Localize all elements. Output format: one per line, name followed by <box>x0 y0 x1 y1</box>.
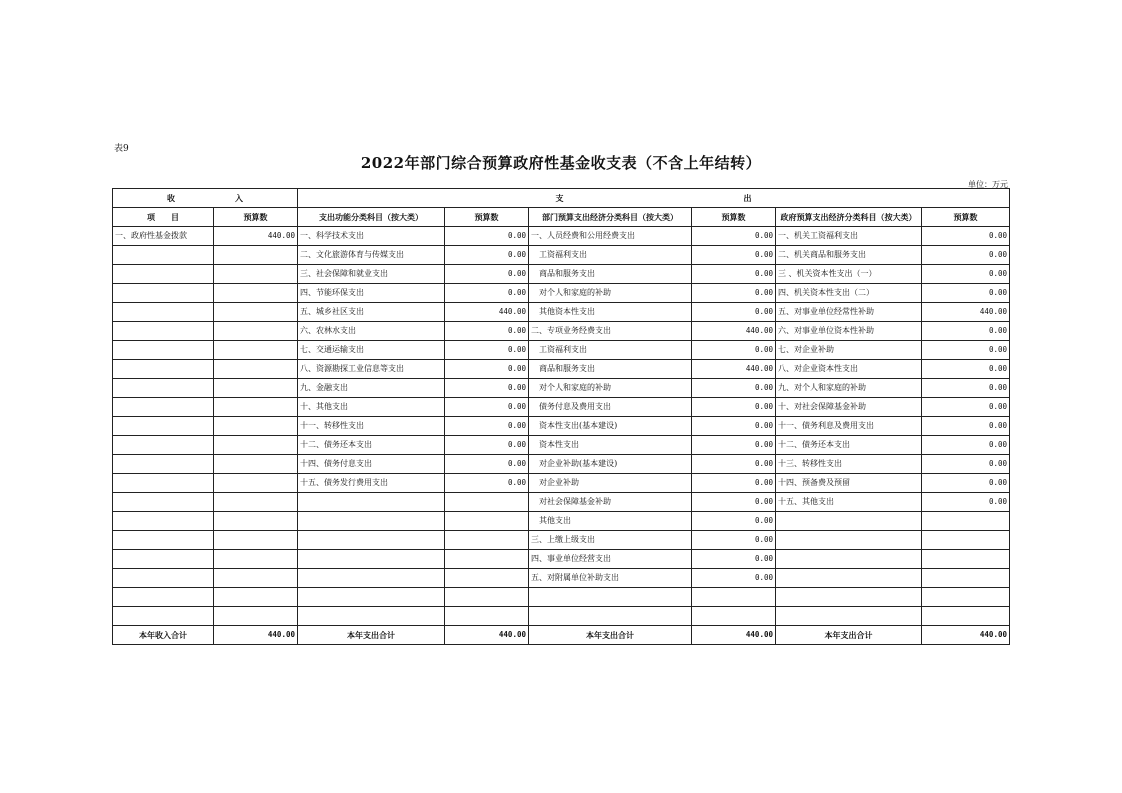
amount-cell <box>214 360 298 379</box>
column-header: 预算数 <box>445 208 529 227</box>
amount-cell: 0.00 <box>445 379 529 398</box>
amount-cell: 0.00 <box>922 322 1010 341</box>
amount-cell <box>692 588 776 607</box>
item-cell: 八、对企业资本性支出 <box>776 360 922 379</box>
item-cell: 三 、机关资本性支出（一） <box>776 265 922 284</box>
table-row <box>113 569 1010 588</box>
item-cell: 十二、债务还本支出 <box>298 436 445 455</box>
amount-cell: 0.00 <box>445 417 529 436</box>
amount-cell: 0.00 <box>692 246 776 265</box>
amount-cell: 0.00 <box>445 360 529 379</box>
amount-cell: 0.00 <box>445 341 529 360</box>
amount-cell: 0.00 <box>692 379 776 398</box>
item-cell <box>113 284 214 303</box>
total-label-cell: 本年支出合计 <box>529 626 692 645</box>
amount-cell: 0.00 <box>922 284 1010 303</box>
item-cell <box>298 512 445 531</box>
amount-cell <box>445 531 529 550</box>
table-row <box>113 398 1010 417</box>
table-row <box>113 474 1010 493</box>
total-label-cell: 本年支出合计 <box>298 626 445 645</box>
amount-cell <box>214 588 298 607</box>
amount-cell: 0.00 <box>692 474 776 493</box>
amount-cell: 0.00 <box>692 512 776 531</box>
amount-cell: 0.00 <box>692 341 776 360</box>
item-cell: 六、对事业单位资本性补助 <box>776 322 922 341</box>
item-cell: 十一、转移性支出 <box>298 417 445 436</box>
amount-cell: 0.00 <box>445 436 529 455</box>
item-cell <box>529 588 692 607</box>
item-cell: 九、对个人和家庭的补助 <box>776 379 922 398</box>
amount-cell: 0.00 <box>445 227 529 246</box>
amount-cell: 0.00 <box>445 246 529 265</box>
amount-cell <box>214 284 298 303</box>
item-cell: 对个人和家庭的补助 <box>529 284 692 303</box>
amount-cell <box>214 474 298 493</box>
amount-cell <box>445 550 529 569</box>
item-cell <box>113 303 214 322</box>
item-cell: 资本性支出(基本建设) <box>529 417 692 436</box>
total-amount-cell: 440.00 <box>692 626 776 645</box>
amount-cell: 0.00 <box>922 398 1010 417</box>
table-row <box>113 265 1010 284</box>
item-cell <box>113 493 214 512</box>
totals-row <box>113 626 1010 645</box>
amount-cell: 0.00 <box>692 550 776 569</box>
item-cell: 工资福利支出 <box>529 246 692 265</box>
item-cell: 对社会保障基金补助 <box>529 493 692 512</box>
item-cell <box>113 360 214 379</box>
item-cell <box>113 569 214 588</box>
item-cell: 十四、预备费及预留 <box>776 474 922 493</box>
item-cell: 其他支出 <box>529 512 692 531</box>
item-cell: 四、机关资本性支出（二） <box>776 284 922 303</box>
item-cell: 五、对事业单位经常性补助 <box>776 303 922 322</box>
amount-cell: 440.00 <box>692 322 776 341</box>
amount-cell <box>214 246 298 265</box>
item-cell <box>776 531 922 550</box>
amount-cell: 0.00 <box>922 379 1010 398</box>
item-cell <box>113 379 214 398</box>
item-cell: 三、上缴上级支出 <box>529 531 692 550</box>
item-cell: 三、社会保障和就业支出 <box>298 265 445 284</box>
table-row <box>113 455 1010 474</box>
item-cell: 商品和服务支出 <box>529 265 692 284</box>
column-header: 预算数 <box>214 208 298 227</box>
amount-cell: 0.00 <box>445 474 529 493</box>
amount-cell: 440.00 <box>692 360 776 379</box>
amount-cell <box>445 569 529 588</box>
table-row <box>113 227 1010 246</box>
amount-cell: 0.00 <box>922 493 1010 512</box>
item-cell: 八、资源勘探工业信息等支出 <box>298 360 445 379</box>
table-row <box>113 322 1010 341</box>
item-cell <box>298 493 445 512</box>
item-cell <box>113 398 214 417</box>
amount-cell <box>692 607 776 626</box>
amount-cell <box>214 265 298 284</box>
item-cell: 一、机关工资福利支出 <box>776 227 922 246</box>
total-amount-cell: 440.00 <box>445 626 529 645</box>
item-cell: 十三、转移性支出 <box>776 455 922 474</box>
item-cell <box>113 512 214 531</box>
item-cell: 七、交通运输支出 <box>298 341 445 360</box>
table-row <box>113 436 1010 455</box>
amount-cell <box>214 550 298 569</box>
amount-cell: 0.00 <box>445 265 529 284</box>
page-title: 2022年部门综合预算政府性基金收支表（不含上年结转） <box>360 154 762 172</box>
item-cell <box>298 569 445 588</box>
item-cell: 资本性支出 <box>529 436 692 455</box>
item-cell: 一、科学技术支出 <box>298 227 445 246</box>
amount-cell <box>445 493 529 512</box>
item-cell: 二、专项业务经费支出 <box>529 322 692 341</box>
item-cell: 对个人和家庭的补助 <box>529 379 692 398</box>
item-cell: 一、政府性基金拨款 <box>113 227 214 246</box>
amount-cell: 0.00 <box>692 284 776 303</box>
column-header-row <box>113 208 1010 227</box>
item-cell: 十五、债务发行费用支出 <box>298 474 445 493</box>
table-row <box>113 531 1010 550</box>
amount-cell: 0.00 <box>922 227 1010 246</box>
amount-cell: 0.00 <box>922 417 1010 436</box>
amount-cell <box>922 569 1010 588</box>
amount-cell: 0.00 <box>692 569 776 588</box>
amount-cell: 0.00 <box>922 436 1010 455</box>
item-cell: 十、其他支出 <box>298 398 445 417</box>
amount-cell <box>214 455 298 474</box>
table-row <box>113 512 1010 531</box>
item-cell <box>113 550 214 569</box>
unit-label: 单位：万元 <box>968 180 1008 189</box>
item-cell: 十、对社会保障基金补助 <box>776 398 922 417</box>
item-cell: 五、城乡社区支出 <box>298 303 445 322</box>
amount-cell: 0.00 <box>922 360 1010 379</box>
item-cell <box>113 474 214 493</box>
amount-cell: 0.00 <box>692 227 776 246</box>
item-cell <box>776 512 922 531</box>
item-cell: 十二、债务还本支出 <box>776 436 922 455</box>
item-cell: 一、人员经费和公用经费支出 <box>529 227 692 246</box>
table-row <box>113 493 1010 512</box>
expense-group-char-2: 出 <box>743 193 752 203</box>
amount-cell <box>922 588 1010 607</box>
table-row <box>113 607 1010 626</box>
item-cell: 商品和服务支出 <box>529 360 692 379</box>
amount-cell: 0.00 <box>922 265 1010 284</box>
table-row <box>113 246 1010 265</box>
total-label-cell: 本年支出合计 <box>776 626 922 645</box>
amount-cell <box>445 607 529 626</box>
total-label-cell: 本年收入合计 <box>113 626 214 645</box>
item-cell <box>113 531 214 550</box>
table-row <box>113 303 1010 322</box>
amount-cell: 440.00 <box>214 227 298 246</box>
amount-cell <box>214 512 298 531</box>
amount-cell <box>445 588 529 607</box>
table-id: 表9 <box>114 144 129 154</box>
item-cell <box>298 531 445 550</box>
income-group-char-1: 收 <box>167 193 175 203</box>
table-row <box>113 588 1010 607</box>
item-cell: 工资福利支出 <box>529 341 692 360</box>
amount-cell <box>214 341 298 360</box>
item-cell: 其他资本性支出 <box>529 303 692 322</box>
column-header: 预算数 <box>922 208 1010 227</box>
item-cell <box>113 246 214 265</box>
amount-cell <box>922 512 1010 531</box>
amount-cell: 0.00 <box>692 493 776 512</box>
column-header: 预算数 <box>692 208 776 227</box>
item-cell <box>113 322 214 341</box>
group-header-row <box>113 189 1010 208</box>
amount-cell: 0.00 <box>692 455 776 474</box>
amount-cell <box>922 550 1010 569</box>
item-cell: 对企业补助(基本建设) <box>529 455 692 474</box>
column-header: 项 目 <box>113 208 214 227</box>
amount-cell <box>214 322 298 341</box>
amount-cell <box>922 531 1010 550</box>
amount-cell: 0.00 <box>692 303 776 322</box>
column-header: 政府预算支出经济分类科目（按大类） <box>776 208 922 227</box>
amount-cell <box>214 303 298 322</box>
amount-cell <box>445 512 529 531</box>
item-cell <box>113 436 214 455</box>
budget-table <box>112 188 1010 645</box>
item-cell <box>298 550 445 569</box>
income-group-char-2: 入 <box>235 193 243 203</box>
item-cell <box>776 588 922 607</box>
item-cell: 六、农林水支出 <box>298 322 445 341</box>
item-cell: 七、对企业补助 <box>776 341 922 360</box>
item-cell <box>113 455 214 474</box>
column-header: 部门预算支出经济分类科目（按大类） <box>529 208 692 227</box>
amount-cell: 0.00 <box>692 265 776 284</box>
item-cell: 四、事业单位经营支出 <box>529 550 692 569</box>
item-cell: 十五、其他支出 <box>776 493 922 512</box>
item-cell: 九、金融支出 <box>298 379 445 398</box>
amount-cell: 0.00 <box>922 246 1010 265</box>
amount-cell: 0.00 <box>922 474 1010 493</box>
amount-cell: 0.00 <box>692 531 776 550</box>
amount-cell <box>214 493 298 512</box>
item-cell <box>776 607 922 626</box>
expense-group-char-1: 支 <box>555 193 564 203</box>
item-cell <box>298 607 445 626</box>
amount-cell <box>214 398 298 417</box>
item-cell <box>298 588 445 607</box>
amount-cell: 0.00 <box>692 436 776 455</box>
item-cell <box>113 265 214 284</box>
item-cell <box>776 550 922 569</box>
amount-cell <box>922 607 1010 626</box>
item-cell <box>113 607 214 626</box>
amount-cell: 440.00 <box>922 303 1010 322</box>
item-cell: 四、节能环保支出 <box>298 284 445 303</box>
item-cell <box>776 569 922 588</box>
item-cell: 十一、债务利息及费用支出 <box>776 417 922 436</box>
amount-cell: 0.00 <box>692 398 776 417</box>
amount-cell <box>214 436 298 455</box>
total-amount-cell: 440.00 <box>922 626 1010 645</box>
column-header: 支出功能分类科目（按大类） <box>298 208 445 227</box>
income-group-header <box>113 189 298 208</box>
item-cell: 二、文化旅游体育与传媒支出 <box>298 246 445 265</box>
amount-cell: 0.00 <box>445 455 529 474</box>
item-cell <box>529 607 692 626</box>
item-cell: 二、机关商品和服务支出 <box>776 246 922 265</box>
table-row <box>113 379 1010 398</box>
amount-cell <box>214 569 298 588</box>
expense-group-header <box>298 189 1010 208</box>
total-amount-cell: 440.00 <box>214 626 298 645</box>
item-cell <box>113 417 214 436</box>
table-row <box>113 284 1010 303</box>
table-row <box>113 341 1010 360</box>
item-cell <box>113 341 214 360</box>
amount-cell <box>214 531 298 550</box>
amount-cell <box>214 607 298 626</box>
item-cell: 五、对附属单位补助支出 <box>529 569 692 588</box>
amount-cell: 0.00 <box>445 322 529 341</box>
amount-cell: 0.00 <box>922 341 1010 360</box>
amount-cell: 0.00 <box>922 455 1010 474</box>
amount-cell <box>214 417 298 436</box>
item-cell: 债务付息及费用支出 <box>529 398 692 417</box>
item-cell: 十四、债务付息支出 <box>298 455 445 474</box>
table-row <box>113 417 1010 436</box>
item-cell <box>113 588 214 607</box>
amount-cell <box>214 379 298 398</box>
table-row <box>113 550 1010 569</box>
table-row <box>113 360 1010 379</box>
amount-cell: 0.00 <box>692 417 776 436</box>
item-cell: 对企业补助 <box>529 474 692 493</box>
amount-cell: 440.00 <box>445 303 529 322</box>
amount-cell: 0.00 <box>445 284 529 303</box>
amount-cell: 0.00 <box>445 398 529 417</box>
